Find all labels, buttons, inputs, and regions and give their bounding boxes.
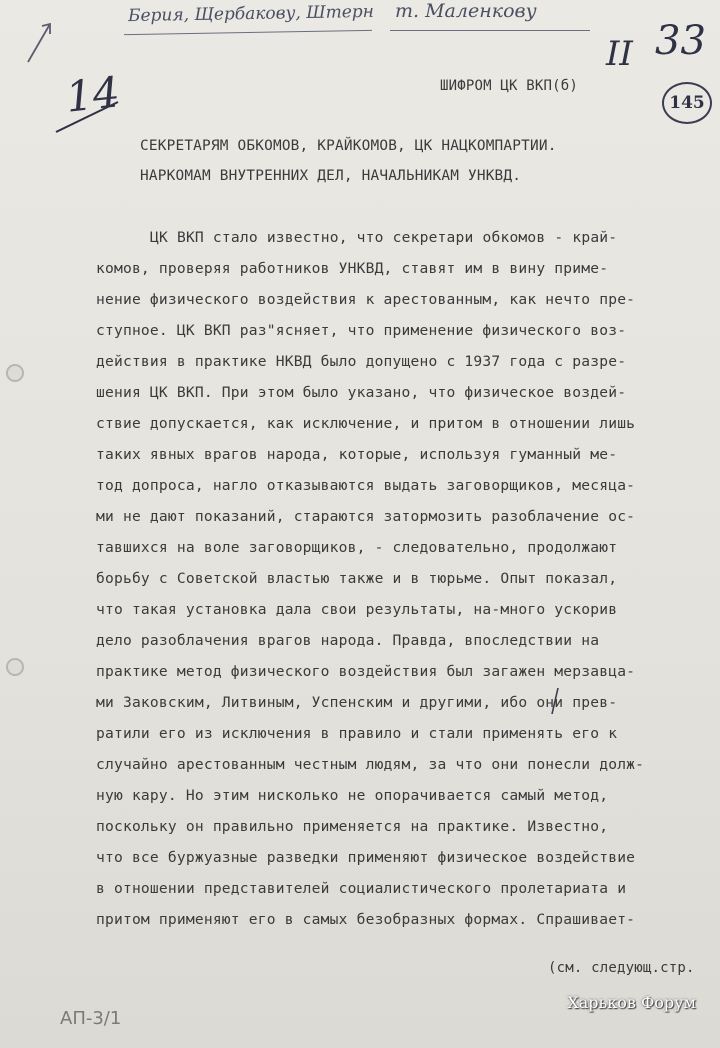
continuation-note: (см. следующ.стр. xyxy=(548,960,695,976)
archive-mark: АП-3/1 xyxy=(60,1008,122,1029)
recipients-line-1: СЕКРЕТАРЯМ ОБКОМОВ, КРАЙКОМОВ, ЦК НАЦКОМПАРТИИ. xyxy=(140,138,557,154)
body-line: таких явных врагов народа, которые, используя гуманный ме- xyxy=(96,446,618,463)
underline-right xyxy=(390,30,590,31)
body-line: ступное. ЦК ВКП раз"ясняет, что применение физического воз- xyxy=(96,322,627,339)
circled-number-text: 145 xyxy=(669,93,705,113)
tick-mark-icon xyxy=(548,686,562,716)
body-line: притом применяют его в самых безобразных формах. Спрашивает- xyxy=(96,911,636,928)
sheet-number: 33 xyxy=(655,18,706,64)
handwritten-note-left: Берия, Щербакову, Штерн xyxy=(127,1,375,27)
body-line: ратили его из исключения в правило и стали применять его к xyxy=(96,725,618,742)
body-line: действия в практике НКВД было допущено с 1937 года с разре- xyxy=(96,353,627,370)
body-line: нение физического воздействия к арестованным, как нечто пре- xyxy=(96,291,636,308)
body-line: ную кару. Но этим нисколько не опорачивается самый метод, xyxy=(96,787,609,804)
body-line: практике метод физического воздействия был загажен мерзавца- xyxy=(96,663,636,680)
body-line: шения ЦК ВКП. При этом было указано, что физическое воздей- xyxy=(96,384,627,401)
body-line: ствие допускается, как исключение, и притом в отношении лишь xyxy=(96,415,636,432)
circled-sheet-number xyxy=(662,82,712,124)
body-line: ми Заковским, Литвиным, Успенским и другими, ибо они прев- xyxy=(96,694,618,711)
forum-watermark: Харьков Форум xyxy=(567,993,696,1012)
body-line: комов, проверяя работников УНКВД, ставят им в вину приме- xyxy=(96,260,609,277)
body-line: что такая установка дала свои результаты, на-много ускорив xyxy=(96,601,618,618)
body-line: борьбу с Советской властью также и в тюрьме. Опыт показал, xyxy=(96,570,618,587)
body-line: ЦК ВКП стало известно, что секретари обкомов - край- xyxy=(150,229,618,246)
punch-hole-top xyxy=(6,364,24,382)
body-line: дело разоблачения врагов народа. Правда, впоследствии на xyxy=(96,632,600,649)
handwritten-big-number: 14 xyxy=(63,67,122,122)
body-line: что все буржуазные разведки применяют физическое воздействие xyxy=(96,849,636,866)
body-line: тавшихся на воле заговорщиков, - следовательно, продолжают xyxy=(96,539,618,556)
recipients-line-2: НАРКОМАМ ВНУТРЕННИХ ДЕЛ, НАЧАЛЬНИКАМ УНКВД. xyxy=(140,168,522,184)
slash-mark-icon xyxy=(52,96,122,136)
handwritten-note-right: т. Маленкову xyxy=(395,0,537,22)
arrow-mark-icon xyxy=(20,18,60,68)
body-line: поскольку он правильно применяется на практике. Известно, xyxy=(96,818,609,835)
body-line: ми не дают показаний, стараются затормозить разоблачение ос- xyxy=(96,508,636,525)
body-line: случайно арестованным честным людям, за что они понесли долж- xyxy=(96,756,645,773)
sheet-mark: II xyxy=(606,34,633,74)
body-line: в отношении представителей социалистического пролетариата и xyxy=(96,880,627,897)
body-line: тод допроса, нагло отказываются выдать заговорщиков, месяца- xyxy=(96,477,636,494)
punch-hole-bottom xyxy=(6,658,24,676)
cipher-header: ШИФРОМ ЦК ВКП(б) xyxy=(440,78,579,94)
underline-left xyxy=(124,30,372,35)
